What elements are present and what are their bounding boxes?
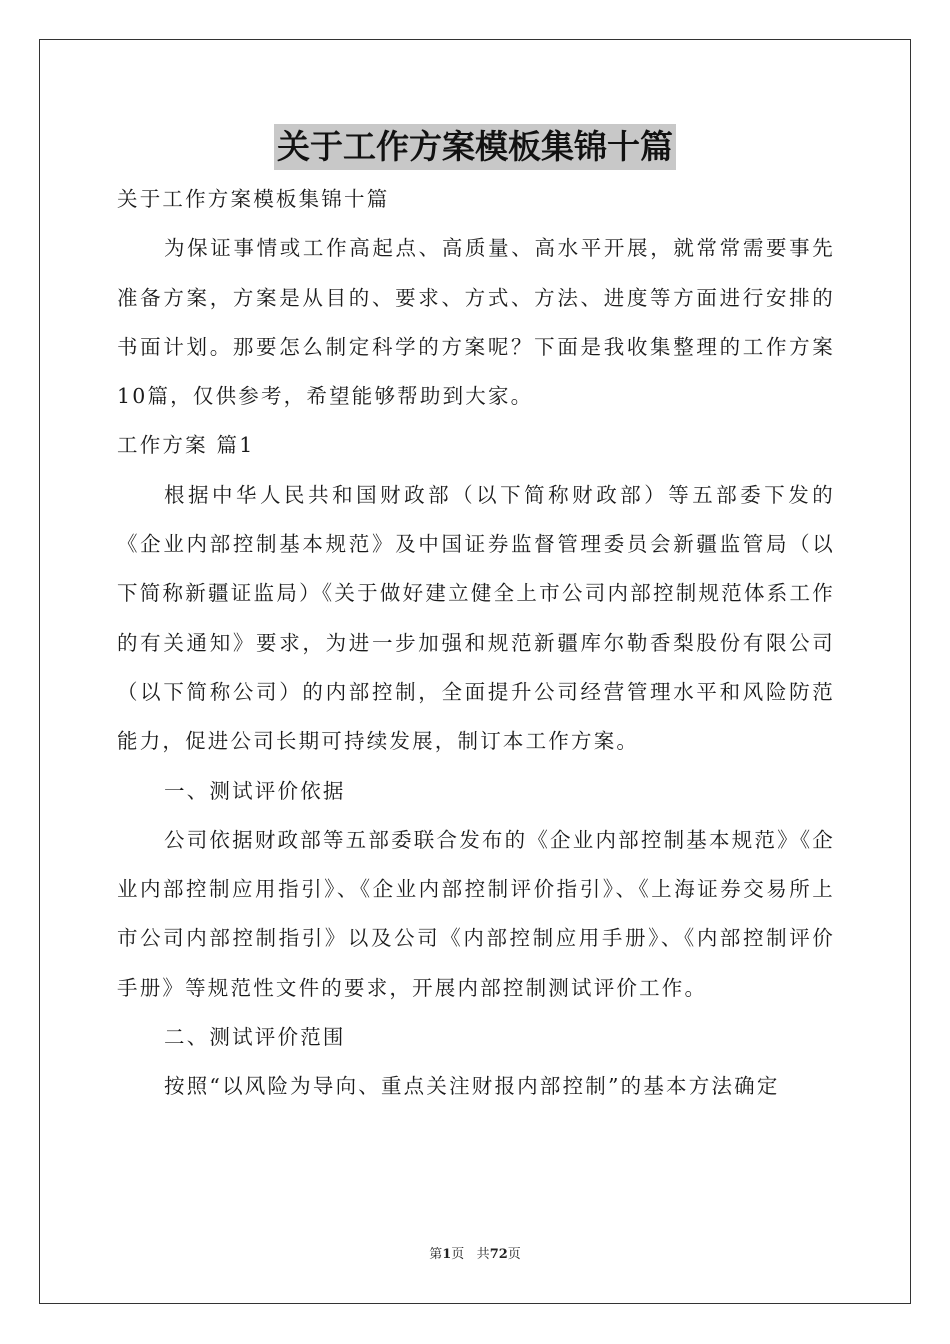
total-prefix: 共 (476, 1247, 490, 1262)
document-title: 关于工作方案模板集锦十篇 (274, 124, 676, 170)
paragraph: 一、测试评价依据 (164, 778, 346, 803)
page-number: 1 (442, 1247, 452, 1262)
paragraph: 公司依据财政部等五部委联合发布的《企业内部控制基本规范》《企业内部控制应用指引》、《企业内部控制评价指引》、《上海证券交易所上市公司内部控制指引》以及公司《内部控制应用手册》、《内部控制评价手册》等规范性文件的要求，开展内部控制测试评价工作。 (117, 827, 835, 1000)
total-suffix: 页 (507, 1247, 521, 1262)
total-pages: 72 (489, 1247, 508, 1262)
document-body (117, 175, 835, 1112)
paragraph: 为保证事情或工作高起点、高质量、高水平开展，就常常需要事先准备方案，方案是从目的、要求、方式、方法、进度等方面进行安排的书面计划。那要怎么制定科学的方案呢？下面是我收集整理的工作方案10篇，仅供参考，希望能够帮助到大家。 (117, 236, 835, 409)
paragraph: 工作方案 篇1 (117, 433, 255, 458)
paragraph: 按照“以风险为导向、重点关注财报内部控制”的基本方法确定 (164, 1074, 780, 1099)
paragraph: 关于工作方案模板集锦十篇 (117, 187, 390, 211)
page-footer (0, 1243, 950, 1262)
title-wrap (0, 124, 950, 170)
paragraph: 根据中华人民共和国财政部（以下简称财政部）等五部委下发的《企业内部控制基本规范》及中国证券监督管理委员会新疆监管局（以下简称新疆证监局）《关于做好建立健全上市公司内部控制规范体系工作的有关通知》要求，为进一步加强和规范新疆库尔勒香梨股份有限公司（以下简称公司）的内部控制，全面提升公司经营管理水平和风险防范能力，促进公司长期可持续发展，制订本工作方案。 (117, 482, 835, 754)
paragraph: 二、测试评价范围 (164, 1025, 346, 1050)
page-suffix: 页 (451, 1247, 465, 1262)
page-prefix: 第 (429, 1247, 443, 1262)
